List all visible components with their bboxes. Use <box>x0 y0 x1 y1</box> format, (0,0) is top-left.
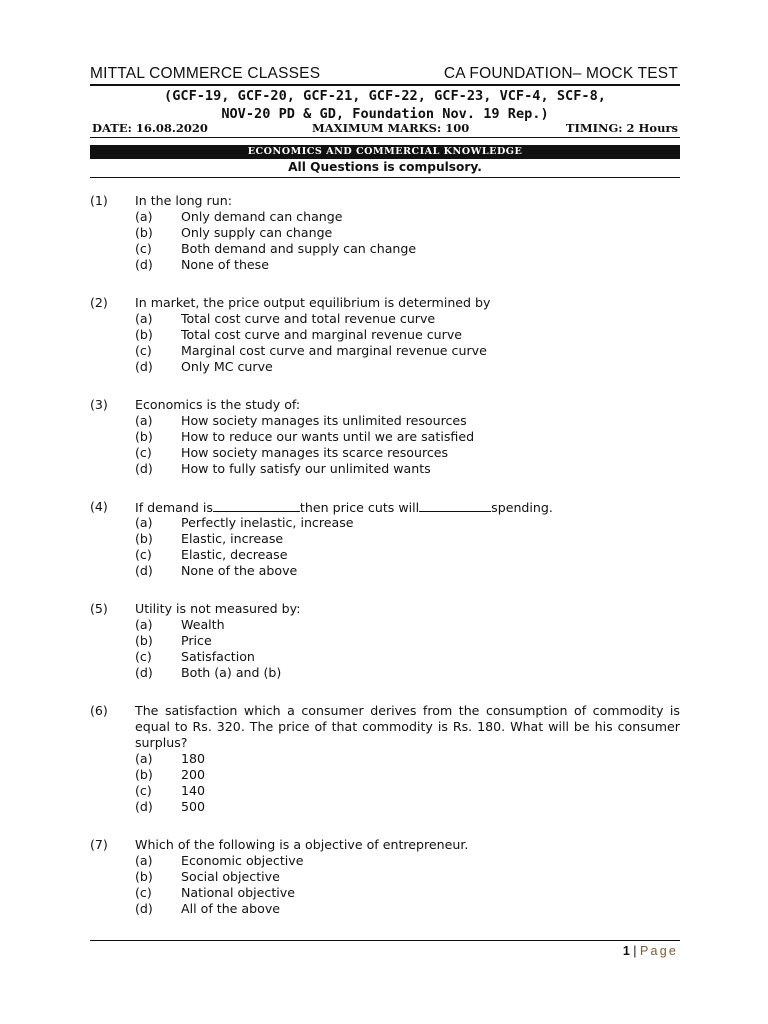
option-text: How to reduce our wants until we are satisfied <box>181 429 475 444</box>
option-label: (b) <box>135 327 153 342</box>
option-d <box>0 359 768 375</box>
option-text: Elastic, increase <box>181 531 284 546</box>
test-name: CA FOUNDATION– MOCK TEST <box>443 65 678 82</box>
option-label: (c) <box>135 547 152 562</box>
option-d <box>0 665 768 681</box>
page-separator: | <box>629 944 640 958</box>
option-text: Social objective <box>181 869 280 884</box>
option-a <box>0 617 768 633</box>
option-d <box>0 563 768 579</box>
stem-part: spending. <box>491 500 553 515</box>
option-text: How society manages its scarce resources <box>181 445 449 460</box>
section-title-bar: ECONOMICS AND COMMERCIAL KNOWLEDGE <box>90 145 680 159</box>
question-number: (1) <box>90 193 108 208</box>
option-label: (b) <box>135 633 153 648</box>
option-d <box>0 461 768 477</box>
option-b <box>0 429 768 445</box>
exam-timing: TIMING: 2 Hours <box>565 121 678 135</box>
option-b <box>0 225 768 241</box>
option-label: (c) <box>135 885 152 900</box>
question-stem: Economics is the study of: <box>135 397 301 412</box>
meta-rule <box>90 137 680 138</box>
option-text: Perfectly inelastic, increase <box>181 515 354 530</box>
option-label: (c) <box>135 445 152 460</box>
option-d <box>0 799 768 815</box>
answer-blank <box>419 499 491 512</box>
option-d <box>0 901 768 917</box>
batch-list-line-2: NOV-20 PD & GD, Foundation Nov. 19 Rep.) <box>221 106 549 122</box>
option-text: How society manages its unlimited resources <box>181 413 467 428</box>
option-text: 200 <box>181 767 206 782</box>
option-text: Wealth <box>181 617 225 632</box>
option-label: (b) <box>135 429 153 444</box>
question-number: (7) <box>90 837 108 852</box>
option-label: (d) <box>135 563 153 578</box>
option-label: (c) <box>135 649 152 664</box>
option-label: (b) <box>135 869 153 884</box>
option-b <box>0 531 768 547</box>
stem-part: If demand is <box>135 500 213 515</box>
answer-blank <box>213 499 300 512</box>
option-label: (d) <box>135 665 153 680</box>
instructions: All Questions is compulsory. <box>288 160 482 174</box>
option-text: 140 <box>181 783 206 798</box>
question-stem <box>135 499 680 516</box>
option-text: All of the above <box>181 901 281 916</box>
option-c <box>0 241 768 257</box>
page-label: Page <box>640 944 678 958</box>
option-label: (c) <box>135 343 152 358</box>
option-text: None of these <box>181 257 269 272</box>
question-number: (3) <box>90 397 108 412</box>
option-text: Both demand and supply can change <box>181 241 417 256</box>
option-a <box>0 751 768 767</box>
option-c <box>0 783 768 799</box>
question-stem: Which of the following is a objective of entrepreneur. <box>135 837 469 852</box>
option-label: (a) <box>135 751 153 766</box>
option-label: (b) <box>135 767 153 782</box>
option-text: Satisfaction <box>181 649 255 664</box>
option-label: (d) <box>135 461 153 476</box>
option-a <box>0 853 768 869</box>
exam-date: DATE: 16.08.2020 <box>92 121 208 135</box>
option-label: (d) <box>135 799 153 814</box>
page-header <box>90 63 680 85</box>
option-label: (a) <box>135 515 153 530</box>
option-label: (c) <box>135 783 152 798</box>
question-number: (6) <box>90 703 108 718</box>
option-label: (a) <box>135 853 153 868</box>
option-label: (c) <box>135 241 152 256</box>
maximum-marks: MAXIMUM MARKS: 100 <box>312 121 470 135</box>
option-a <box>0 311 768 327</box>
option-text: Price <box>181 633 212 648</box>
option-label: (b) <box>135 531 153 546</box>
option-text: Only MC curve <box>181 359 273 374</box>
option-text: National objective <box>181 885 295 900</box>
question-number: (2) <box>90 295 108 310</box>
option-text: 180 <box>181 751 206 766</box>
option-a <box>0 515 768 531</box>
institute-name: MITTAL COMMERCE CLASSES <box>90 65 321 82</box>
option-c <box>0 547 768 563</box>
option-text: Economic objective <box>181 853 304 868</box>
option-text: Marginal cost curve and marginal revenue curve <box>181 343 487 358</box>
option-text: 500 <box>181 799 206 814</box>
page-footer <box>623 944 678 958</box>
option-label: (a) <box>135 413 153 428</box>
page-number: 1 <box>622 944 630 958</box>
option-label: (a) <box>135 311 153 326</box>
option-label: (b) <box>135 225 153 240</box>
option-text: Total cost curve and marginal revenue curve <box>181 327 463 342</box>
option-label: (d) <box>135 901 153 916</box>
option-text: How to fully satisfy our unlimited wants <box>181 461 431 476</box>
option-a <box>0 209 768 225</box>
option-text: None of the above <box>181 563 298 578</box>
option-c <box>0 885 768 901</box>
option-label: (d) <box>135 257 153 272</box>
option-text: Only supply can change <box>181 225 333 240</box>
question-stem: In the long run: <box>135 193 232 208</box>
question-stem: In market, the price output equilibrium is determined by <box>135 295 491 310</box>
option-c <box>0 343 768 359</box>
question-number: (4) <box>90 499 108 514</box>
option-text: Total cost curve and total revenue curve <box>181 311 436 326</box>
option-label: (d) <box>135 359 153 374</box>
batch-list-line-1: (GCF-19, GCF-20, GCF-21, GCF-22, GCF-23, VCF-4, SCF-8, <box>164 88 606 104</box>
question-number: (5) <box>90 601 108 616</box>
option-b <box>0 327 768 343</box>
header-rule <box>90 84 680 86</box>
option-c <box>0 649 768 665</box>
instructions-rule <box>90 177 680 178</box>
option-text: Both (a) and (b) <box>181 665 282 680</box>
option-text: Elastic, decrease <box>181 547 288 562</box>
question-stem: Utility is not measured by: <box>135 601 301 616</box>
stem-part: then price cuts will <box>299 500 420 515</box>
option-label: (a) <box>135 209 153 224</box>
option-label: (a) <box>135 617 153 632</box>
option-b <box>0 633 768 649</box>
footer-rule <box>90 940 680 941</box>
option-c <box>0 445 768 461</box>
option-a <box>0 413 768 429</box>
question-stem: The satisfaction which a consumer derives from the consumption of commodity is equal to Rs. 320. The price of that commodity is Rs. 180. What will be his consumer surplus? <box>135 703 680 750</box>
option-b <box>0 869 768 885</box>
option-text: Only demand can change <box>181 209 343 224</box>
option-d <box>0 257 768 273</box>
option-b <box>0 767 768 783</box>
